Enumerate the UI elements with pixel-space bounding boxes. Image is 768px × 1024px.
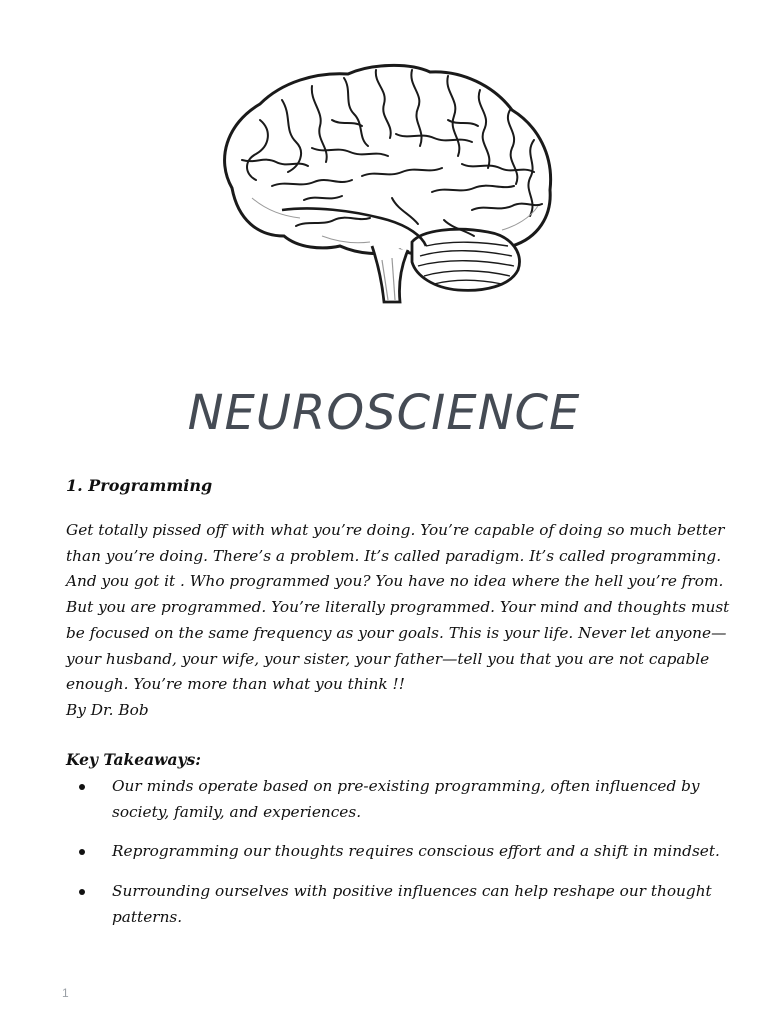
takeaways-heading: Key Takeaways: <box>66 750 201 769</box>
section-heading: 1. Programming <box>66 476 213 495</box>
page-title: NEUROSCIENCE <box>187 385 581 441</box>
body-line: enough. You’re more than what you think !! <box>66 675 405 694</box>
page-number: 1 <box>62 986 69 1000</box>
brain-illustration-icon <box>212 60 557 308</box>
body-line: than you’re doing. There’s a problem. It’s called paradigm. It’s called programming. <box>66 546 722 565</box>
body-line: Get totally pissed off with what you’re doing. You’re capable of doing so much better <box>66 521 725 539</box>
list-item-line: society, family, and experiences. <box>112 802 362 821</box>
list-item-line: Our minds operate based on pre-existing programming, often influenced by <box>112 777 700 795</box>
body-line: your husband, your wife, your sister, your father—tell you that you are not capable <box>66 649 710 668</box>
body-line: And you got it . Who programmed you? You have no idea where the hell you’re from. <box>66 572 724 591</box>
list-item <box>66 774 706 825</box>
body-paragraph <box>66 518 730 724</box>
list-item-line: Reprogramming our thoughts requires conscious effort and a shift in mindset. <box>112 842 720 861</box>
body-line: be focused on the same frequency as your goals. This is your life. Never let anyone— <box>66 623 727 642</box>
bullet-icon <box>79 849 85 855</box>
bullet-icon <box>79 784 85 790</box>
takeaways-list <box>66 774 720 931</box>
bullet-icon <box>79 889 85 895</box>
list-item <box>66 879 712 930</box>
author-line: By Dr. Bob <box>66 700 149 719</box>
list-item-line: Surrounding ourselves with positive influences can help reshape our thought <box>112 882 712 901</box>
body-line: But you are programmed. You’re literally programmed. Your mind and thoughts must <box>66 598 730 617</box>
list-item-line: patterns. <box>112 907 183 926</box>
list-item <box>66 839 720 865</box>
